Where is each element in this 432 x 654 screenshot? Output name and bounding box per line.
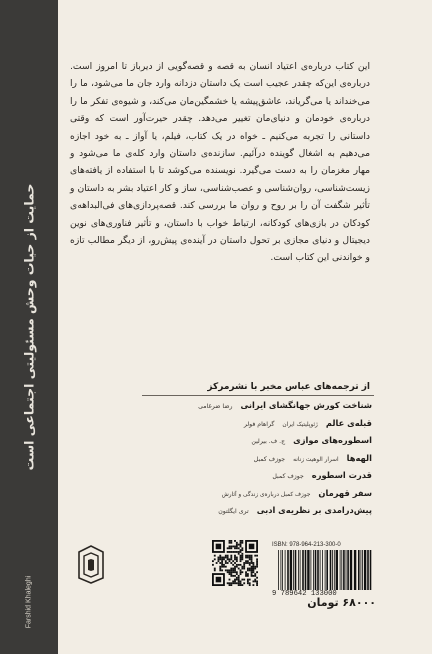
book-title: پیش‌درامدی بر نظریه‌ی ادبی xyxy=(256,505,372,515)
blurb-paragraph: این کتاب درباره‌ی اعتیاد انسان به قصه و قصه‌گویی از دیرباز تا امروز است. درباره‌ی این‌که چقدر عجیب است یک داستان دزدانه وارد جان ما می‌شود، ما را می‌خنداند یا می‌گریاند، عاشق‌پیشه یا خشمگین‌مان می‌کند، و شیوه‌ی تفکر ما را درباره‌ی خودمان و دنیای‌مان تغییر می‌دهد. چقدر حیرت‌آور است که وقتی داستانی را تجربه می‌کنیم ـ خواه در یک کتاب، فیلم، یا آواز ـ به خود اجازه می‌دهیم به اشغال گوینده درآئیم. سازنده‌ی داستان وارد کله‌ی ما می‌شود و مهار مغزمان را به دست می‌گیرد. نویسنده می‌کوشد تا با استفاده از یافته‌های زیست‌شناسی، روان‌شناسی و عصب‌شناسی، ساز و کار اعتیاد بشر به داستان و تأثیر شگفت آن را بر روح و روان ما بررسی کند. قصه‌پردازی‌های فی‌البداهه‌ی کودکان در بازی‌های کودکانه، ارتباط خواب با داستان، و تأثیر فناوری‌های نوین دیجیتال و دنیای مجازی بر تحول داستان در آینده‌ی پیش‌رو، از دیگر مطالب تازه و خواندنی این کتاب است. xyxy=(70,61,370,264)
isbn-label: ISBN: 978-964-213-300-0 xyxy=(272,542,341,548)
spine-strip xyxy=(0,0,58,654)
translations-items xyxy=(142,400,374,523)
designer-credit: Farshid Khaleghi xyxy=(25,575,33,629)
book-list-item xyxy=(142,505,374,523)
book-title: قبله‌ی عالم xyxy=(325,417,372,428)
book-subtitle: اسرار الوهیت زنانه xyxy=(293,456,339,463)
book-subtitle: ژئوپلیتیک ایران xyxy=(282,421,318,428)
spine-tagline: حمایت از حیات وحش مسئولیتی اجتماعی است xyxy=(21,183,37,471)
book-author: ج. ف. بیرلین xyxy=(251,438,286,445)
book-subtitle: جوزف کمبل درباره‌ی زندگی و آثارش xyxy=(221,491,311,498)
book-list-item xyxy=(142,400,374,418)
qr-code-icon xyxy=(212,540,258,586)
book-list-item xyxy=(142,470,374,488)
book-title: شناخت کورش جهانگشای ایرانی xyxy=(240,400,372,410)
book-title: الهه‌ها xyxy=(346,452,372,463)
price-label: ۶۸۰۰۰ تومان xyxy=(307,596,376,609)
barcode-digits: 9 789642 133000 xyxy=(272,590,337,598)
blurb-text xyxy=(70,58,370,267)
book-list-item xyxy=(142,418,374,436)
book-list-item xyxy=(142,488,374,506)
book-author: جوزف کمبل xyxy=(272,473,304,480)
barcode-icon xyxy=(276,550,372,590)
book-author: رضا ضرغامی xyxy=(198,403,233,410)
book-title: سفر قهرمان xyxy=(318,487,372,498)
book-author: تری ایگلتون xyxy=(218,508,249,515)
translations-heading: از ترجمه‌های عباس مخبر با نشرمرکز xyxy=(142,380,374,396)
translations-list xyxy=(142,380,374,523)
publisher-logo-icon xyxy=(76,544,106,584)
book-title: قدرت اسطوره xyxy=(311,470,372,480)
book-title: اسطوره‌های موازی xyxy=(293,435,372,445)
book-author: جوزف کمبل xyxy=(253,455,286,463)
book-author: گراهام فولر xyxy=(243,420,275,428)
book-list-item xyxy=(142,435,374,453)
book-list-item xyxy=(142,453,374,471)
